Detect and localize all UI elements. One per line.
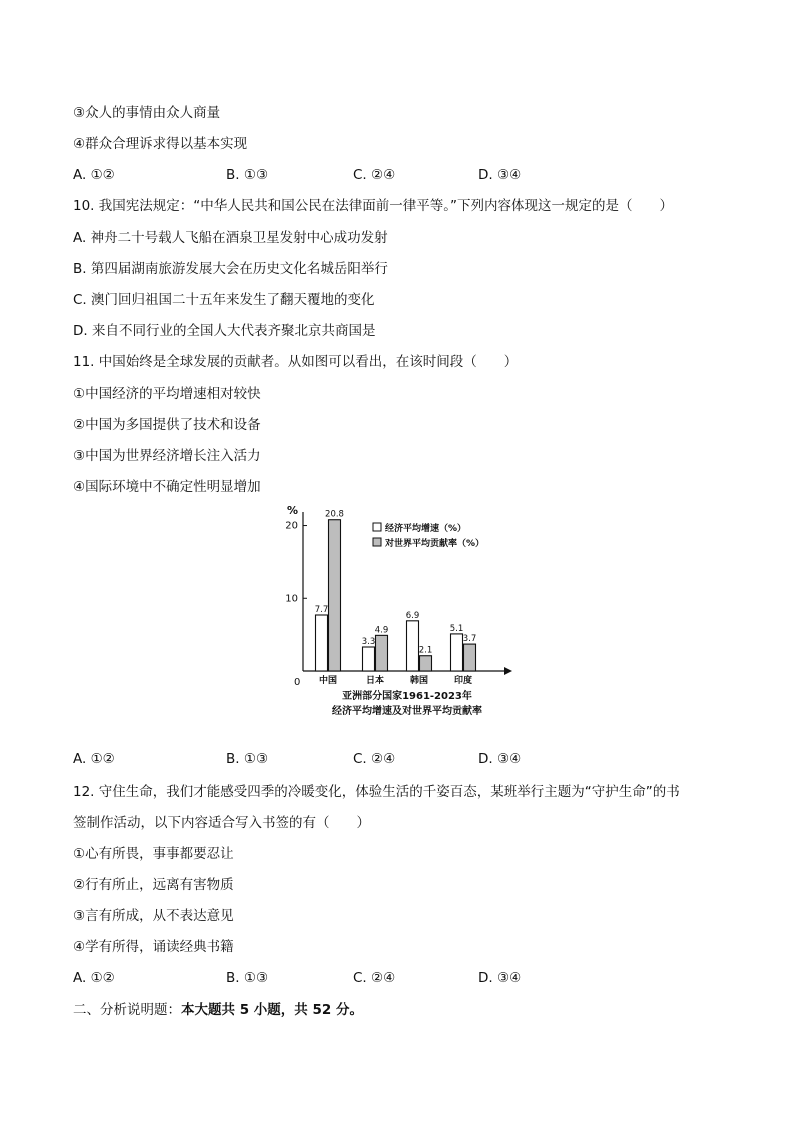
q10-option-b: B. 第四届湖南旅游发展大会在历史文化名城岳阳举行 bbox=[73, 261, 388, 277]
origin-label: 0 bbox=[294, 677, 301, 688]
q11-option-c: C. ②④ bbox=[353, 751, 396, 767]
q12-statement-1: ①心有所畏，事事都要忍让 bbox=[73, 846, 234, 862]
section-2-info: 本大题共 5 小题，共 52 分。 bbox=[181, 1002, 363, 1018]
q12-option-a: A. ①② bbox=[73, 970, 115, 986]
bar-data-label: 3.7 bbox=[462, 634, 477, 645]
x-tick-label: 韩国 bbox=[409, 676, 429, 686]
q11-option-b: B. ①③ bbox=[226, 751, 269, 767]
y-tick-label: 10 bbox=[285, 593, 298, 605]
q9-statement-3: ③众人的事情由众人商量 bbox=[73, 105, 221, 121]
bar-data-label: 2.1 bbox=[418, 645, 433, 656]
chart-title bbox=[332, 689, 482, 717]
chart-title-line: 经济平均增速及对世界平均贡献率 bbox=[332, 706, 482, 717]
bar-growth bbox=[451, 634, 463, 671]
bar-data-label: 4.9 bbox=[374, 625, 389, 636]
q12-option-b: B. ①③ bbox=[226, 970, 269, 986]
x-tick-label: 中国 bbox=[318, 676, 338, 686]
q9-option-c: C. ②④ bbox=[353, 167, 396, 183]
q12-statement-3: ③言有所成，从不表达意见 bbox=[73, 908, 234, 924]
x-tick-label: 印度 bbox=[453, 676, 473, 686]
q11-option-d: D. ③④ bbox=[478, 751, 522, 767]
q9-option-b: B. ①③ bbox=[226, 167, 269, 183]
legend-label: 经济平均增速（%） bbox=[385, 524, 467, 534]
bar-growth bbox=[316, 615, 328, 671]
q11-statement-1: ①中国经济的平均增速相对较快 bbox=[73, 386, 261, 402]
q10-stem: 10. 我国宪法规定：“中华人民共和国公民在法律面前一律平等。”下列内容体现这一规定的是（ ） bbox=[73, 198, 673, 214]
q12-statement-2: ②行有所止，远离有害物质 bbox=[73, 877, 234, 893]
x-axis-arrow bbox=[504, 667, 512, 675]
q11-stem: 11. 中国始终是全球发展的贡献者。从如图可以看出，在该时间段（ ） bbox=[73, 354, 518, 370]
section-2-prefix: 二、分析说明题： bbox=[73, 1002, 181, 1018]
y-axis-unit-label: % bbox=[287, 504, 299, 517]
q11-statement-4: ④国际环境中不确定性明显增加 bbox=[73, 479, 261, 495]
q9-option-a: A. ①② bbox=[73, 167, 115, 183]
q9-option-d: D. ③④ bbox=[478, 167, 522, 183]
legend-swatch bbox=[373, 538, 381, 546]
bar-contribution bbox=[329, 520, 341, 671]
y-tick-label: 20 bbox=[285, 520, 298, 532]
bar-growth bbox=[363, 647, 375, 671]
x-tick-label: 日本 bbox=[365, 676, 385, 686]
section-2-heading bbox=[73, 1001, 363, 1019]
q10-option-a: A. 神舟二十号载人飞船在酒泉卫星发射中心成功发射 bbox=[73, 230, 388, 246]
bar-chart bbox=[270, 500, 520, 725]
chart-title-line: 亚洲部分国家1961-2023年 bbox=[342, 691, 472, 702]
q12-option-c: C. ②④ bbox=[353, 970, 396, 986]
bar-contribution bbox=[376, 635, 388, 671]
q10-option-d: D. 来自不同行业的全国人大代表齐聚北京共商国是 bbox=[73, 323, 376, 339]
q12-statement-4: ④学有所得，诵读经典书籍 bbox=[73, 939, 234, 955]
q9-statement-4: ④群众合理诉求得以基本实现 bbox=[73, 136, 248, 152]
bar-growth bbox=[407, 621, 419, 671]
q11-statement-2: ②中国为多国提供了技术和设备 bbox=[73, 417, 261, 433]
q12-option-d: D. ③④ bbox=[478, 970, 522, 986]
bar-data-label: 5.1 bbox=[449, 623, 464, 634]
chart-legend bbox=[373, 522, 484, 549]
bar-contribution bbox=[420, 656, 432, 671]
q12-stem-line-1: 12. 守住生命，我们才能感受四季的冷暖变化，体验生活的千姿百态，某班举行主题为“守护生命”的书 bbox=[73, 784, 680, 800]
bar-contribution bbox=[464, 644, 476, 671]
legend-label: 对世界平均贡献率（%） bbox=[385, 539, 485, 549]
bar-data-label: 7.7 bbox=[314, 605, 329, 615]
q11-option-a: A. ①② bbox=[73, 751, 115, 767]
bar-data-label: 6.9 bbox=[405, 610, 420, 621]
q12-stem-line-2: 签制作活动，以下内容适合写入书签的有（ ） bbox=[73, 815, 370, 831]
legend-swatch bbox=[373, 523, 381, 531]
bar-data-label: 3.3 bbox=[361, 637, 376, 647]
q10-option-c: C. 澳门回归祖国二十五年来发生了翻天覆地的变化 bbox=[73, 292, 375, 308]
q11-statement-3: ③中国为世界经济增长注入活力 bbox=[73, 448, 261, 464]
bar-data-label: 20.8 bbox=[325, 509, 344, 520]
